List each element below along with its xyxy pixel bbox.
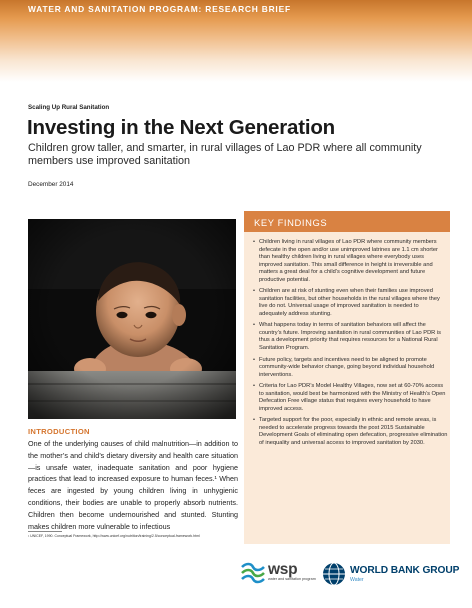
page-subtitle: Children grow taller, and smarter, in rural villages of Lao PDR where all community members use improved sanitation <box>28 142 422 167</box>
globe-icon <box>322 562 346 586</box>
key-findings-list <box>253 239 448 452</box>
finding-text: Future policy, targets and incentives need to be aligned to promote community-wide behavior change, going beyond individual household interventions. <box>259 356 435 378</box>
world-bank-group-logo <box>322 561 460 587</box>
bullet-icon: • <box>253 356 255 363</box>
finding-text: Criteria for Lao PDR’s Model Healthy Villages, now set at 60-70% access to sanitation, would best be harmonized with the Ministry of Health’s Open Defecation Free village status that requires every household to have improved access. <box>259 383 446 412</box>
page-title: Investing in the Next Generation <box>27 116 335 139</box>
intro-body: One of the underlying causes of child malnutrition—in addition to the mother’s and child’s dietary diversity and health care situation—is unsafe water, inadequate sanitation and poor hygiene practices that lead to increased exposure to human feces.¹ When feces are ingested by young children living in unhygienic conditions, their bodies are unable to properly absorb nutrients. Children then become undernourished and stunted. Stunting makes children more vulnerable to infectious <box>28 439 238 531</box>
finding-item <box>253 322 448 352</box>
wbg-wordmark: WORLD BANK GROUP <box>350 565 460 576</box>
wbg-tagline: Water <box>350 577 364 583</box>
finding-text: Children are at risk of stunting even when their families use improved sanitation facilities, but other households in the rural villages where they live do not. Universal usage of improved sanitation is needed to adequately address stunting. <box>259 288 440 317</box>
bullet-icon: • <box>253 239 255 245</box>
finding-item <box>253 383 448 413</box>
footnote: ¹ UNICEF, 1990. Conceptual Framework, http://www.unicef.org/nutrition/training/2.5/conceptual-framework.html <box>28 534 200 538</box>
bullet-icon: • <box>253 417 255 424</box>
wsp-wordmark: wsp <box>268 561 298 578</box>
series-eyebrow: Scaling Up Rural Sanitation <box>28 104 110 111</box>
bullet-icon: • <box>253 322 255 329</box>
wsp-tagline: water and sanitation program <box>268 577 316 581</box>
finding-item <box>253 357 448 380</box>
finding-text: Targeted support for the poor, especially in ethnic and remote areas, is needed to accelerate progress towards the post 2015 Sustainable Development Goals of eliminating open defecation, progressive elimination of inequality and universal access to improved sanitation by 2030. <box>259 417 448 446</box>
wsp-logo <box>241 561 317 587</box>
footnote-divider <box>28 531 62 532</box>
key-findings-header <box>244 211 450 232</box>
publication-date: December 2014 <box>28 181 74 188</box>
finding-text: Children living in rural villages of Lao PDR where community members defecate in the open and/or use unimproved latrines are 1.1 cm shorter than healthy children living in rural villages where everybody uses improved sanitation. This small difference in height is irreversible and matters a great deal for a child’s cognitive development and future productive potential. <box>259 239 438 283</box>
key-findings-title: KEY FINDINGS <box>254 217 328 228</box>
key-findings-panel <box>244 211 450 544</box>
child-photo-illustration <box>28 219 236 419</box>
child-photo <box>28 219 236 419</box>
bullet-icon: • <box>253 288 255 295</box>
header-band <box>0 0 472 82</box>
program-label: WATER AND SANITATION PROGRAM: RESEARCH BRIEF <box>28 4 291 14</box>
wsp-wave-icon <box>241 562 265 586</box>
bullet-icon: • <box>253 383 255 390</box>
finding-item <box>253 288 448 318</box>
finding-item <box>253 417 448 447</box>
intro-heading: INTRODUCTION <box>28 427 90 436</box>
finding-text: What happens today in terms of sanitation behaviors will affect the country’s future. Improving sanitation in rural communities of Lao PDR is thus a development priority that requires resources for a National Rural Sanitation Program. <box>259 322 441 351</box>
finding-item <box>253 239 448 284</box>
